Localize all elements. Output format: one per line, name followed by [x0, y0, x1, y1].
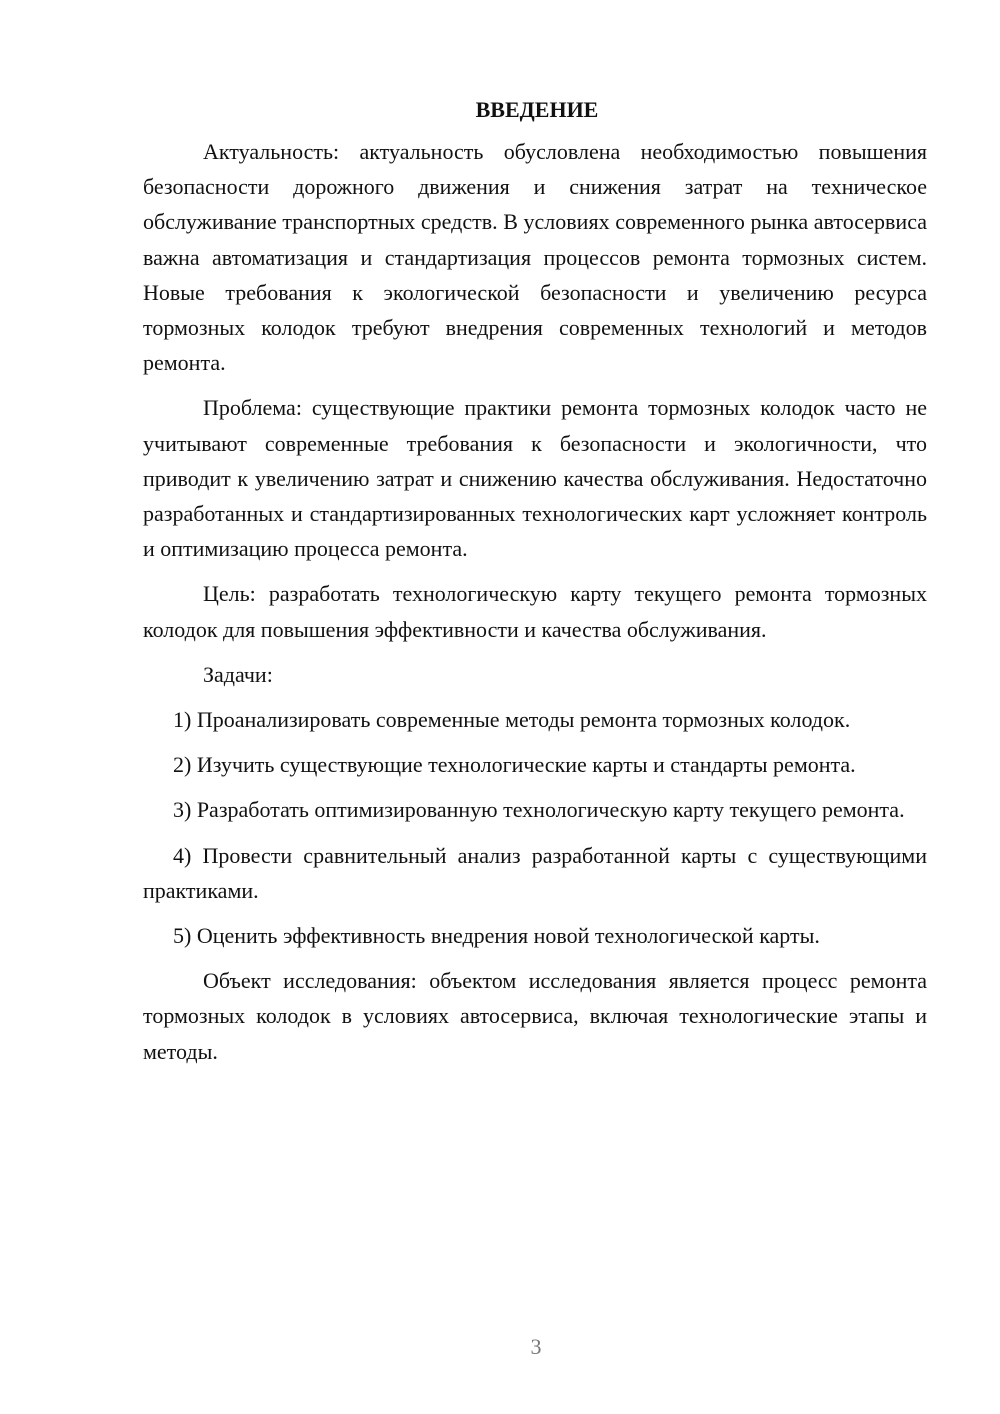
task-item-1: 1) Проанализировать современные методы ремонта тормозных колодок.	[173, 707, 851, 733]
relevance-paragraph: Актуальность: актуальность обусловлена необходимостью повышения безопасности дорожного движения и снижения затрат на техническое обслуживание транспортных средств. В условиях современного рынка автосервиса важна автоматизация и стандартизация процессов ремонта тормозных систем. Новые требования к экологической безопасности и увеличению ресурса тормозных колодок требуют внедрения современных технологий и методов ремонта.	[143, 139, 927, 376]
section-heading: ВВЕДЕНИЕ	[475, 97, 599, 122]
task-item-2: 2) Изучить существующие технологические карты и стандарты ремонта.	[173, 752, 856, 778]
task-item-3: 3) Разработать оптимизированную технологическую карту текущего ремонта.	[173, 797, 905, 823]
task-item-4: 4) Провести сравнительный анализ разработанной карты с существующими практиками.	[143, 842, 927, 903]
goal-paragraph: Цель: разработать технологическую карту текущего ремонта тормозных колодок для повышения эффективности и качества обслуживания.	[143, 581, 927, 642]
problem-paragraph: Проблема: существующие практики ремонта тормозных колодок часто не учитывают современные требования к безопасности и экологичности, что приводит к увеличению затрат и снижению качества обслуживания. Недостаточно разработанных и стандартизированных технологических карт усложняет контроль и оптимизацию процесса ремонта.	[143, 395, 927, 562]
page-content	[143, 94, 927, 1079]
tasks-list	[143, 702, 927, 953]
task-item-5: 5) Оценить эффективность внедрения новой технологической карты.	[173, 923, 820, 949]
object-paragraph: Объект исследования: объектом исследования является процесс ремонта тормозных колодок в условиях автосервиса, включая технологические этапы и методы.	[143, 968, 927, 1064]
tasks-label: Задачи:	[203, 661, 273, 687]
page-number: 3	[530, 1334, 542, 1359]
